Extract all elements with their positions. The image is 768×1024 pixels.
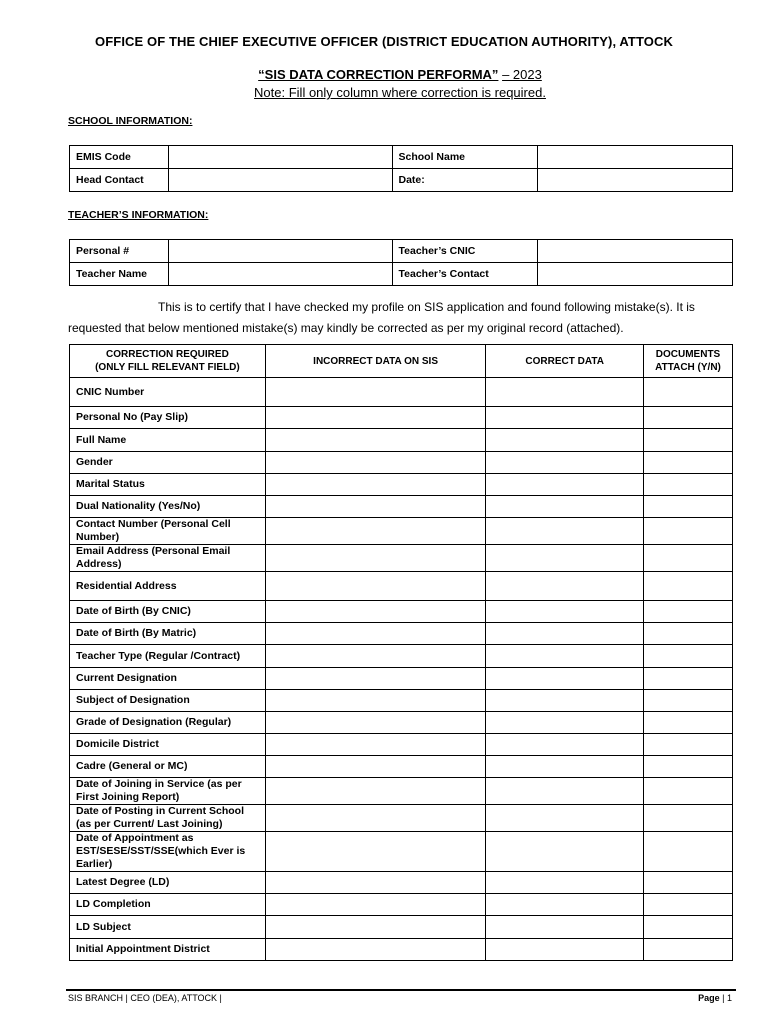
table-row	[70, 518, 733, 545]
incorrect-data-cell[interactable]	[265, 916, 486, 939]
table-row	[70, 474, 733, 496]
documents-attach-cell[interactable]	[644, 452, 733, 474]
footer-page-value: | 1	[722, 993, 732, 1003]
header-documents-line1: DOCUMENTS	[655, 349, 721, 360]
correct-data-cell[interactable]	[486, 894, 644, 916]
incorrect-data-cell[interactable]	[265, 756, 486, 778]
table-row	[70, 146, 733, 169]
documents-attach-cell[interactable]	[644, 734, 733, 756]
teacher-contact-label: Teacher’s Contact	[392, 263, 538, 286]
table-row	[70, 872, 733, 894]
header-incorrect-data: INCORRECT DATA ON SIS	[265, 345, 486, 378]
certificate-line-2: requested that below mentioned mistake(s) may kindly be corrected as per my original record (attached).	[68, 321, 624, 335]
incorrect-data-cell[interactable]	[265, 734, 486, 756]
documents-attach-cell[interactable]	[644, 894, 733, 916]
documents-attach-cell[interactable]	[644, 601, 733, 623]
row-label: LD Subject	[70, 916, 266, 939]
table-row	[70, 545, 733, 572]
correct-data-cell[interactable]	[486, 939, 644, 961]
documents-attach-cell[interactable]	[644, 939, 733, 961]
documents-attach-cell[interactable]	[644, 572, 733, 601]
correct-data-cell[interactable]	[486, 805, 644, 832]
incorrect-data-cell[interactable]	[265, 452, 486, 474]
teacher-cnic-field[interactable]	[538, 240, 733, 263]
table-row	[70, 734, 733, 756]
correct-data-cell[interactable]	[486, 668, 644, 690]
correct-data-cell[interactable]	[486, 407, 644, 429]
table-row	[70, 572, 733, 601]
documents-attach-cell[interactable]	[644, 805, 733, 832]
row-label: Date of Appointment as EST/SESE/SST/SSE(which Ever is Earlier)	[70, 832, 266, 872]
incorrect-data-cell[interactable]	[265, 572, 486, 601]
table-row	[70, 452, 733, 474]
head-contact-field[interactable]	[168, 169, 392, 192]
correct-data-cell[interactable]	[486, 690, 644, 712]
documents-attach-cell[interactable]	[644, 623, 733, 645]
incorrect-data-cell[interactable]	[265, 474, 486, 496]
documents-attach-cell[interactable]	[644, 916, 733, 939]
incorrect-data-cell[interactable]	[265, 407, 486, 429]
table-row	[70, 712, 733, 734]
incorrect-data-cell[interactable]	[265, 712, 486, 734]
table-row	[70, 496, 733, 518]
form-title-text: “SIS DATA CORRECTION PERFORMA”	[258, 67, 499, 82]
table-header-row	[70, 345, 733, 378]
row-label: Domicile District	[70, 734, 266, 756]
table-row	[70, 407, 733, 429]
incorrect-data-cell[interactable]	[265, 872, 486, 894]
teacher-info-heading: TEACHER’S INFORMATION:	[68, 209, 209, 221]
table-row	[70, 894, 733, 916]
row-label: Date of Birth (By Matric)	[70, 623, 266, 645]
incorrect-data-cell[interactable]	[265, 832, 486, 872]
row-label: Cadre (General or MC)	[70, 756, 266, 778]
table-row	[70, 601, 733, 623]
correct-data-cell[interactable]	[486, 872, 644, 894]
correct-data-cell[interactable]	[486, 734, 644, 756]
correct-data-cell[interactable]	[486, 545, 644, 572]
footer-page-label: Page	[698, 993, 720, 1003]
row-label: Personal No (Pay Slip)	[70, 407, 266, 429]
correct-data-cell[interactable]	[486, 429, 644, 452]
footer-divider	[66, 989, 736, 991]
correction-table	[69, 344, 733, 961]
table-row	[70, 832, 733, 872]
school-name-label: School Name	[392, 146, 538, 169]
row-label: Date of Joining in Service (as per First Joining Report)	[70, 778, 266, 805]
documents-attach-cell[interactable]	[644, 756, 733, 778]
documents-attach-cell[interactable]	[644, 668, 733, 690]
date-field[interactable]	[538, 169, 733, 192]
certificate-line-1: This is to certify that I have checked my profile on SIS application and found following mistake(s). It is	[158, 300, 695, 314]
row-label: Date of Birth (By CNIC)	[70, 601, 266, 623]
table-row	[70, 756, 733, 778]
table-row	[70, 263, 733, 286]
table-row	[70, 916, 733, 939]
personal-no-label: Personal #	[70, 240, 169, 263]
correct-data-cell[interactable]	[486, 832, 644, 872]
documents-attach-cell[interactable]	[644, 545, 733, 572]
teacher-info-table	[69, 239, 733, 286]
teacher-cnic-label: Teacher’s CNIC	[392, 240, 538, 263]
correct-data-cell[interactable]	[486, 518, 644, 545]
row-label: Teacher Type (Regular /Contract)	[70, 645, 266, 668]
table-row	[70, 378, 733, 407]
row-label: Full Name	[70, 429, 266, 452]
row-label: Current Designation	[70, 668, 266, 690]
emis-code-label: EMIS Code	[70, 146, 169, 169]
row-label: Gender	[70, 452, 266, 474]
footer-page-number	[698, 993, 732, 1003]
incorrect-data-cell[interactable]	[265, 668, 486, 690]
row-label: Contact Number (Personal Cell Number)	[70, 518, 266, 545]
header-correction-required	[70, 345, 266, 378]
teacher-contact-field[interactable]	[538, 263, 733, 286]
date-label: Date:	[392, 169, 538, 192]
table-row	[70, 805, 733, 832]
correct-data-cell[interactable]	[486, 712, 644, 734]
row-label: Subject of Designation	[70, 690, 266, 712]
incorrect-data-cell[interactable]	[265, 690, 486, 712]
school-info-heading: SCHOOL INFORMATION:	[68, 115, 193, 127]
documents-attach-cell[interactable]	[644, 872, 733, 894]
correct-data-cell[interactable]	[486, 378, 644, 407]
table-row	[70, 623, 733, 645]
table-row	[70, 690, 733, 712]
incorrect-data-cell[interactable]	[265, 939, 486, 961]
documents-attach-cell[interactable]	[644, 496, 733, 518]
incorrect-data-cell[interactable]	[265, 894, 486, 916]
documents-attach-cell[interactable]	[644, 429, 733, 452]
incorrect-data-cell[interactable]	[265, 518, 486, 545]
header-correction-required-line2: (ONLY FILL RELEVANT FIELD)	[95, 362, 240, 373]
documents-attach-cell[interactable]	[644, 778, 733, 805]
head-contact-label: Head Contact	[70, 169, 169, 192]
incorrect-data-cell[interactable]	[265, 645, 486, 668]
incorrect-data-cell[interactable]	[265, 623, 486, 645]
correct-data-cell[interactable]	[486, 756, 644, 778]
incorrect-data-cell[interactable]	[265, 378, 486, 407]
correct-data-cell[interactable]	[486, 452, 644, 474]
teacher-name-field[interactable]	[168, 263, 392, 286]
row-label: Initial Appointment District	[70, 939, 266, 961]
table-row	[70, 778, 733, 805]
correct-data-cell[interactable]	[486, 916, 644, 939]
table-row	[70, 169, 733, 192]
row-label: Dual Nationality (Yes/No)	[70, 496, 266, 518]
correct-data-cell[interactable]	[486, 474, 644, 496]
header-documents-line2: ATTACH (Y/N)	[655, 362, 721, 373]
header-correct-data: CORRECT DATA	[486, 345, 644, 378]
correct-data-cell[interactable]	[486, 601, 644, 623]
documents-attach-cell[interactable]	[644, 645, 733, 668]
documents-attach-cell[interactable]	[644, 474, 733, 496]
personal-no-field[interactable]	[168, 240, 392, 263]
incorrect-data-cell[interactable]	[265, 805, 486, 832]
correct-data-cell[interactable]	[486, 572, 644, 601]
correct-data-cell[interactable]	[486, 778, 644, 805]
office-title: OFFICE OF THE CHIEF EXECUTIVE OFFICER (DISTRICT EDUCATION AUTHORITY), ATTOCK	[95, 34, 673, 49]
documents-attach-cell[interactable]	[644, 378, 733, 407]
table-row	[70, 429, 733, 452]
row-label: CNIC Number	[70, 378, 266, 407]
table-row	[70, 668, 733, 690]
row-label: LD Completion	[70, 894, 266, 916]
row-label: Grade of Designation (Regular)	[70, 712, 266, 734]
incorrect-data-cell[interactable]	[265, 601, 486, 623]
documents-attach-cell[interactable]	[644, 712, 733, 734]
documents-attach-cell[interactable]	[644, 518, 733, 545]
table-row	[70, 240, 733, 263]
form-note: Note: Fill only column where correction is required.	[254, 85, 546, 100]
form-title	[0, 67, 768, 82]
school-name-field[interactable]	[538, 146, 733, 169]
documents-attach-cell[interactable]	[644, 407, 733, 429]
row-label: Latest Degree (LD)	[70, 872, 266, 894]
correction-table-body	[70, 378, 733, 961]
table-row	[70, 645, 733, 668]
documents-attach-cell[interactable]	[644, 832, 733, 872]
correct-data-cell[interactable]	[486, 496, 644, 518]
table-row	[70, 939, 733, 961]
school-info-table	[69, 145, 733, 192]
correct-data-cell[interactable]	[486, 645, 644, 668]
incorrect-data-cell[interactable]	[265, 545, 486, 572]
correct-data-cell[interactable]	[486, 623, 644, 645]
emis-code-field[interactable]	[168, 146, 392, 169]
row-label: Residential Address	[70, 572, 266, 601]
documents-attach-cell[interactable]	[644, 690, 733, 712]
header-correction-required-line1: CORRECTION REQUIRED	[106, 349, 229, 360]
form-year: – 2023	[502, 67, 542, 82]
teacher-name-label: Teacher Name	[70, 263, 169, 286]
header-documents-attach	[644, 345, 733, 378]
row-label: Marital Status	[70, 474, 266, 496]
incorrect-data-cell[interactable]	[265, 429, 486, 452]
row-label: Email Address (Personal Email Address)	[70, 545, 266, 572]
row-label: Date of Posting in Current School (as per Current/ Last Joining)	[70, 805, 266, 832]
incorrect-data-cell[interactable]	[265, 496, 486, 518]
incorrect-data-cell[interactable]	[265, 778, 486, 805]
footer-left-text: SIS BRANCH | CEO (DEA), ATTOCK |	[68, 993, 222, 1003]
